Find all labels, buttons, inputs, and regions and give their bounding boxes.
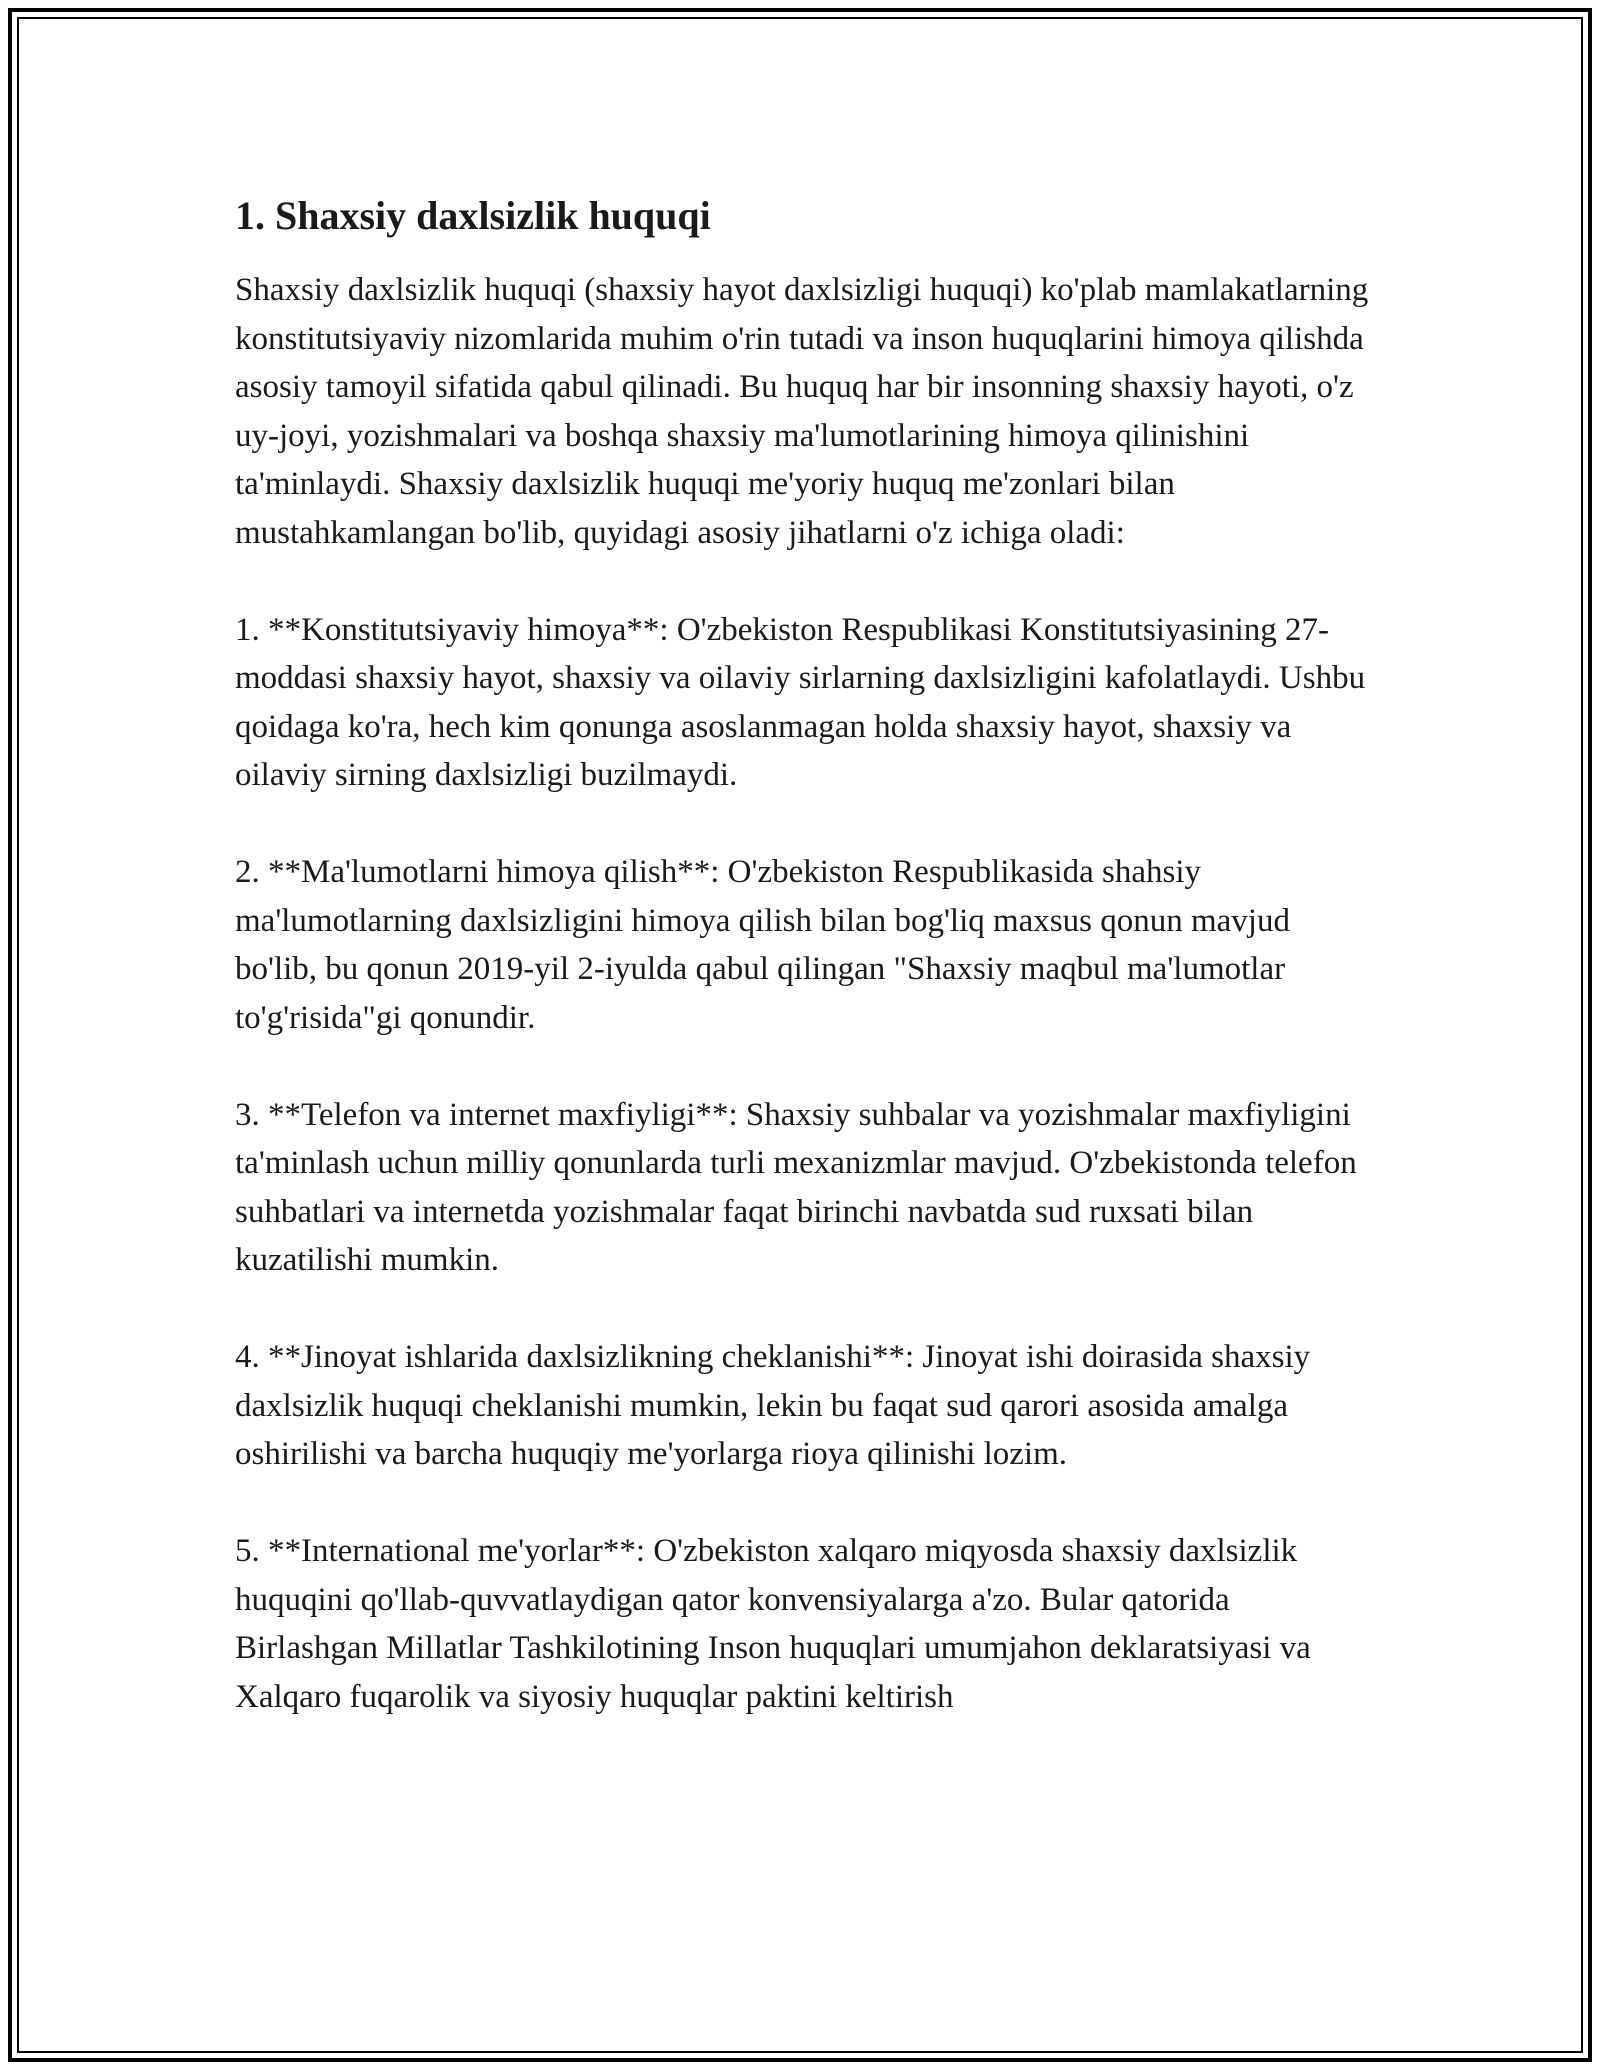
list-item-2: 2. **Ma'lumotlarni himoya qilish**: O'zbekiston Respublikasida shahsiy ma'lumotlarning daxlsizligini himoya qilish bilan bog'liq maxsus qonun mavjud bo'lib, bu qonun 2019-yil 2-iyulda qabul qilingan "Shaxsiy maqbul ma'lumotlar to'g'risida"gi qonundir. <box>235 854 1299 1036</box>
document-body <box>235 190 1377 1770</box>
list-item-5: 5. **International me'yorlar**: O'zbekiston xalqaro miqyosda shaxsiy daxlsizlik huquqini qo'llab-quvvatlaydigan qator konvensiyalarga a'zo. Bular qatorida Birlashgan Millatlar Tashkilotining Inson huquqlari umumjahon deklaratsiyasi va Xalqaro fuqarolik va siyosiy huquqlar paktini keltirish <box>235 1533 1320 1715</box>
list-item-4: 4. **Jinoyat ishlarida daxlsizlikning cheklanishi**: Jinoyat ishi doirasida shaxsiy daxlsizlik huquqi cheklanishi mumkin, lekin bu faqat sud qarori asosida amalga oshirilishi va barcha huquqiy me'yorlarga rioya qilinishi lozim. <box>235 1339 1319 1472</box>
document-title: 1. Shaxsiy daxlsizlik huquqi <box>235 193 711 238</box>
list-item-1: 1. **Konstitutsiyaviy himoya**: O'zbekiston Respublikasi Konstitutsiyasining 27-moddasi shaxsiy hayot, shaxsiy va oilaviy sirlarning daxlsizligini kafolatlaydi. Ushbu qoidaga ko'ra, hech kim qonunga asoslanmagan holda shaxsiy hayot, shaxsiy va oilaviy sirning daxlsizligi buzilmaydi. <box>235 611 1374 793</box>
intro-paragraph: Shaxsiy daxlsizlik huquqi (shaxsiy hayot daxlsizligi huquqi) ko'plab mamlakatlarning konstitutsiyaviy nizomlarida muhim o'rin tutadi va inson huquqlarini himoya qilishda asosiy tamoyil sifatida qabul qilinadi. Bu huquq har bir insonning shaxsiy hayoti, o'z uy-joyi, yozishmalari va boshqa shaxsiy ma'lumotlarining himoya qilinishini ta'minlaydi. Shaxsiy daxlsizlik huquqi me'yoriy huquq me'zonlari bilan mustahkamlangan bo'lib, quyidagi asosiy jihatlarni o'z ichiga oladi: <box>235 272 1377 551</box>
list-item-3: 3. **Telefon va internet maxfiyligi**: Shaxsiy suhbalar va yozishmalar maxfiyligini ta'minlash uchun milliy qonunlarda turli mexanizmlar mavjud. O'zbekistonda telefon suhbatlari va internetda yozishmalar faqat birinchi navbatda sud ruxsati bilan kuzatilishi mumkin. <box>235 1096 1365 1278</box>
